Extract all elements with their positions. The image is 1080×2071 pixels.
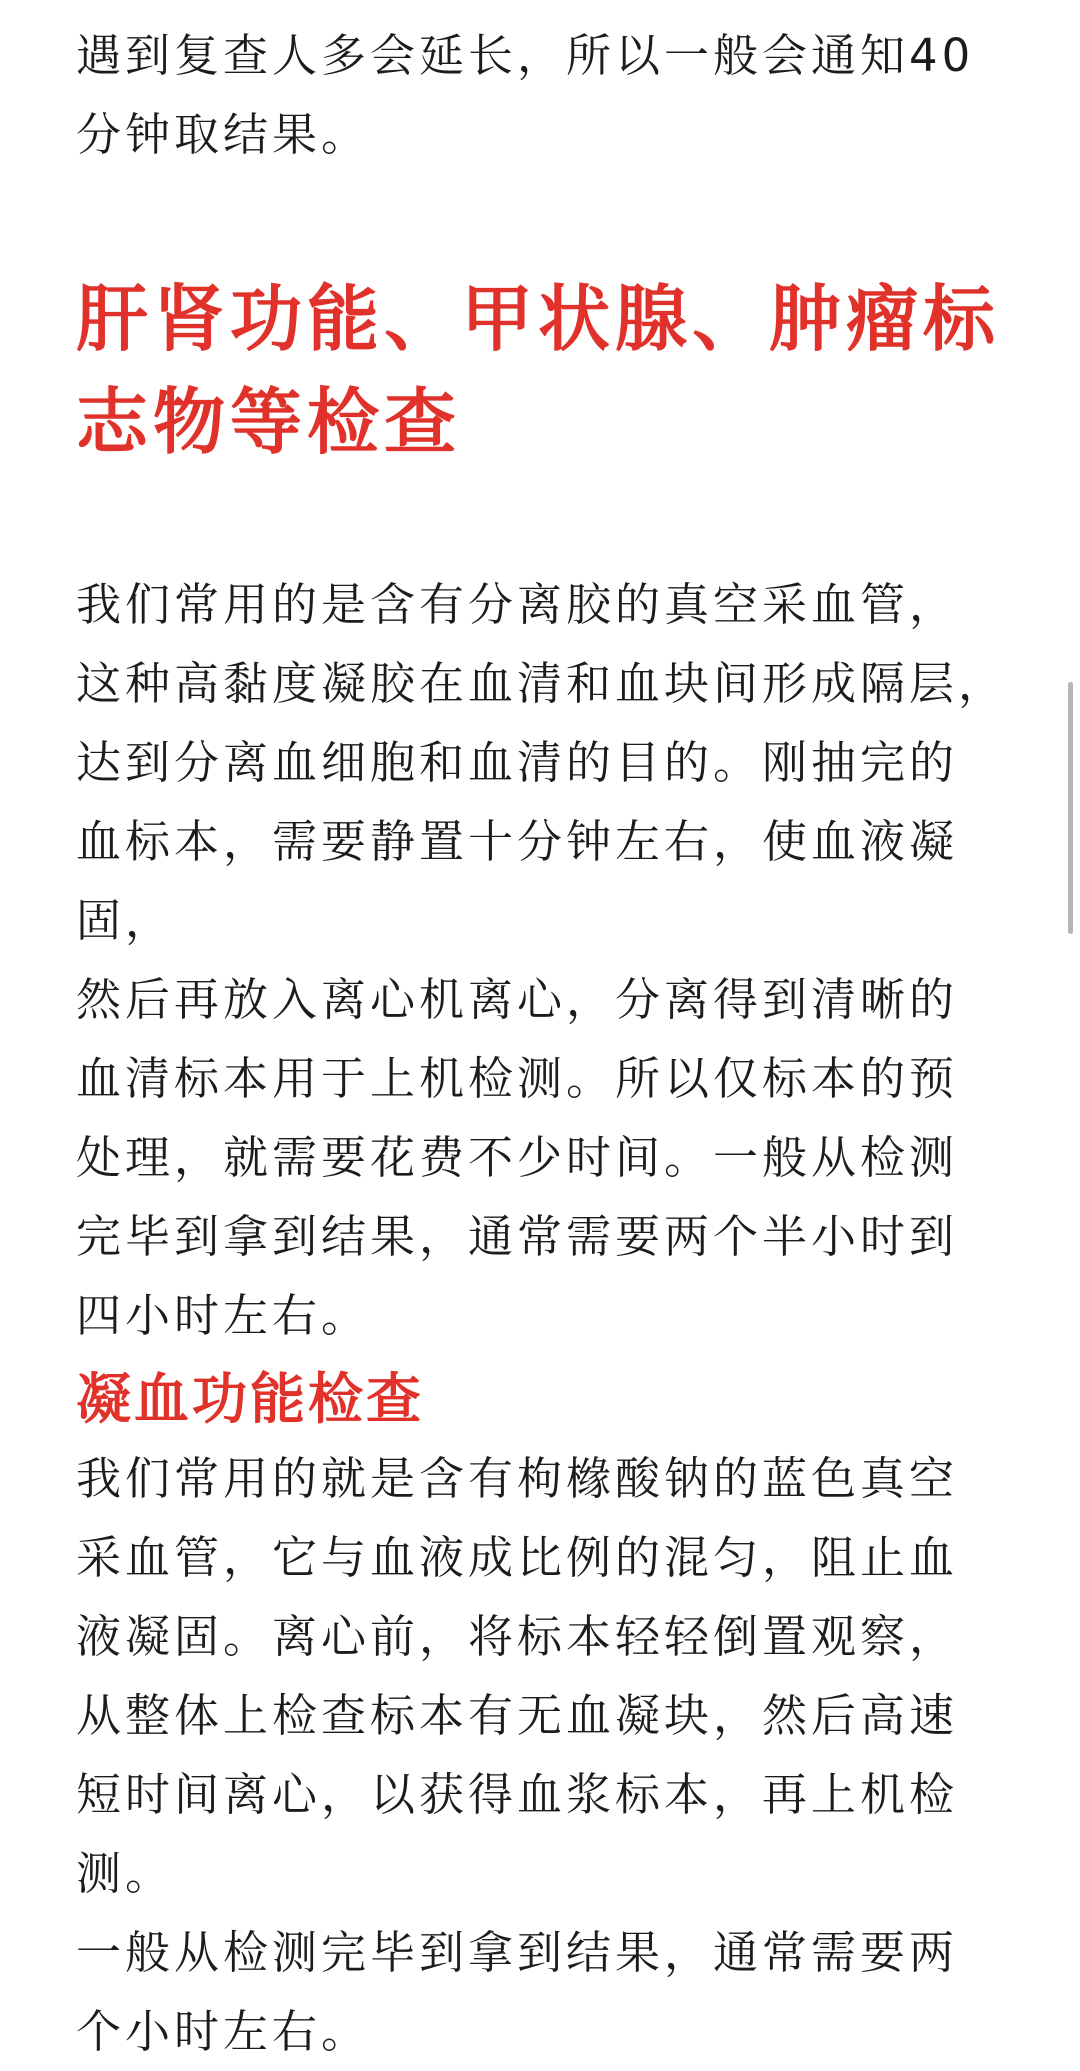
scrollbar-thumb[interactable] [1068,682,1073,934]
article-content [76,0,1026,2071]
subsection-heading: 凝血功能检查 [76,1367,425,1431]
section-heading: 肝肾功能、甲状腺、肿瘤标 志物等检查 [76,277,1001,464]
subsection-paragraph: 我们常用的就是含有枸橼酸钠的蓝色真空 采血管，它与血液成比例的混匀，阻止血 液凝固。离心前，将标本轻轻倒置观察， 从整体上检查标本有无血凝块，然后高速 短时间离心，以获得血浆标本，再上机检测。 一般从检测完毕到拿到结果，通常需要两 个小时左右。 [76,1452,959,2058]
intro-paragraph: 遇到复查人多会延长，所以一般会通知40 分钟取结果。 [76,29,975,161]
section-paragraph: 我们常用的是含有分离胶的真空采血管， 这种高黏度凝胶在血清和血块间形成隔层， 达到分离血细胞和血清的目的。刚抽完的 血标本，需要静置十分钟左右，使血液凝固， 然后再放入离心机离心，分离得到清晰的 血清标本用于上机检测。所以仅标本的预 处理，就需要花费不少时间。一般从检测 完毕到拿到结果，通常需要两个半小时到 四小时左右。 [76,578,1008,1342]
